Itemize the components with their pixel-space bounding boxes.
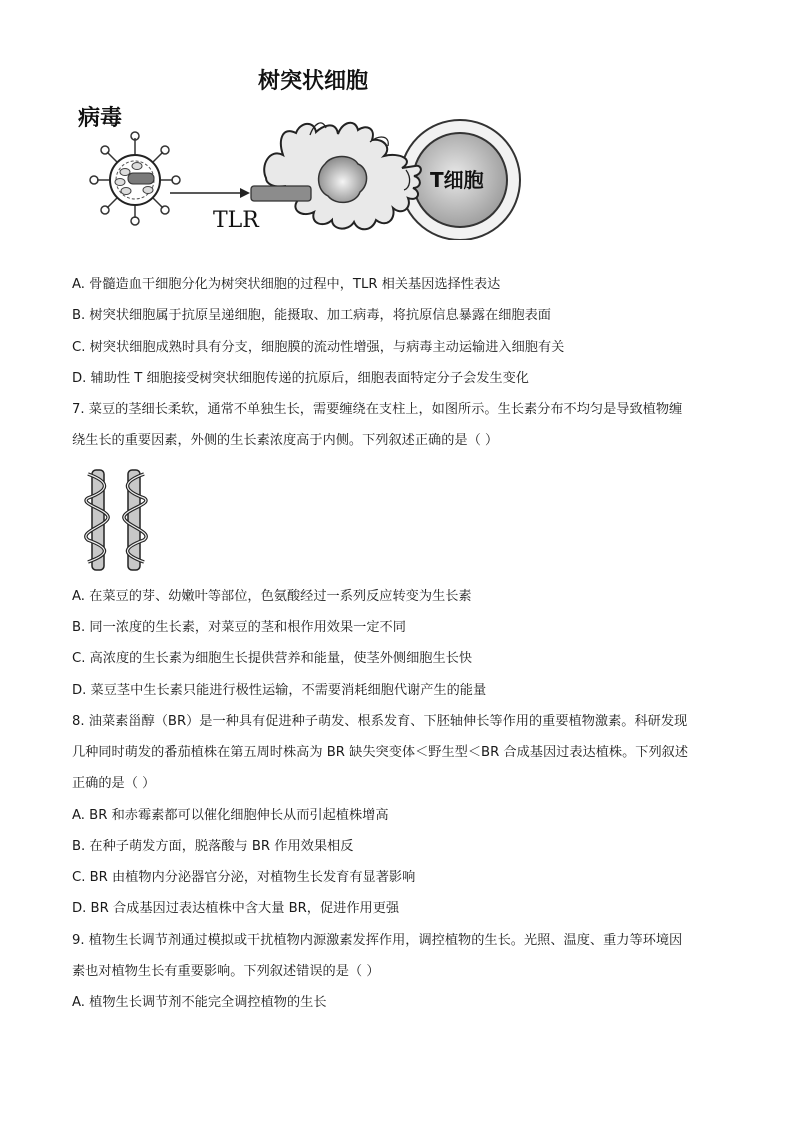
- q7-stem-line2: 绕生长的重要因素，外侧的生长素浓度高于内侧。下列叙述正确的是（ ）: [72, 433, 499, 448]
- virus-label: 病毒: [78, 106, 123, 131]
- q7-option-a: A. 在菜豆的芽、幼嫩叶等部位，色氨酸经过一系列反应转变为生长素: [72, 589, 472, 604]
- q8-option-a: A. BR 和赤霉素都可以催化细胞伸长从而引起植株增高: [72, 808, 389, 823]
- q8-stem-line3: 正确的是（ ）: [72, 776, 156, 791]
- figure-title: 树突状细胞: [258, 69, 369, 94]
- dendritic-cell-figure: [70, 60, 530, 240]
- q7-option-c: C. 高浓度的生长素为细胞生长提供营养和能量，使茎外侧细胞生长快: [72, 651, 473, 666]
- q7-option-d: D. 菜豆茎中生长素只能进行极性运输，不需要消耗细胞代谢产生的能量: [72, 683, 487, 698]
- tlr-label: TLR: [213, 208, 259, 233]
- q9-option-a: A. 植物生长调节剂不能完全调控植物的生长: [72, 995, 327, 1010]
- q8-option-b: B. 在种子萌发方面，脱落酸与 BR 作用效果相反: [72, 839, 354, 854]
- q6-option-a: A. 骨髓造血干细胞分化为树突状细胞的过程中，TLR 相关基因选择性表达: [72, 277, 501, 292]
- stem-right: [124, 470, 146, 570]
- q6-option-c: C. 树突状细胞成熟时具有分支，细胞膜的流动性增强，与病毒主动运输进入细胞有关: [72, 340, 565, 355]
- q8-stem-line1: 8. 油菜素甾醇（BR）是一种具有促进种子萌发、根系发育、下胚轴伸长等作用的重要植物激素。科研发现: [72, 714, 688, 729]
- q8-option-d: D. BR 合成基因过表达植株中含大量 BR，促进作用更强: [72, 901, 400, 916]
- q8-option-c: C. BR 由植物内分泌器官分泌，对植物生长发育有显著影响: [72, 870, 416, 885]
- q9-stem-line2: 素也对植物生长有重要影响。下列叙述错误的是（ ）: [72, 964, 380, 979]
- virus-illustration: [90, 132, 180, 225]
- q9-stem-line1: 9. 植物生长调节剂通过模拟或干扰植物内源激素发挥作用，调控植物的生长。光照、温度、重力等环境因: [72, 933, 683, 948]
- q6-option-d: D. 辅助性 T 细胞接受树突状细胞传递的抗原后，细胞表面特定分子会发生变化: [72, 371, 529, 386]
- stem-left: [86, 470, 108, 570]
- twining-stem-figure: [80, 464, 160, 576]
- t-cell-label: T细胞: [430, 168, 484, 192]
- q7-option-b: B. 同一浓度的生长素，对菜豆的茎和根作用效果一定不同: [72, 620, 406, 635]
- q8-stem-line2: 几种同时萌发的番茄植株在第五周时株高为 BR 缺失突变体＜野生型＜BR 合成基因过表达植株。下列叙述: [72, 745, 689, 760]
- dendritic-cell-illustration: [251, 123, 421, 230]
- q7-stem-line1: 7. 菜豆的茎细长柔软，通常不单独生长，需要缠绕在支柱上，如图所示。生长素分布不均匀是导致植物缠: [72, 402, 683, 417]
- arrow-head-icon: [240, 188, 250, 198]
- q6-option-b: B. 树突状细胞属于抗原呈递细胞，能摄取、加工病毒，将抗原信息暴露在细胞表面: [72, 308, 551, 323]
